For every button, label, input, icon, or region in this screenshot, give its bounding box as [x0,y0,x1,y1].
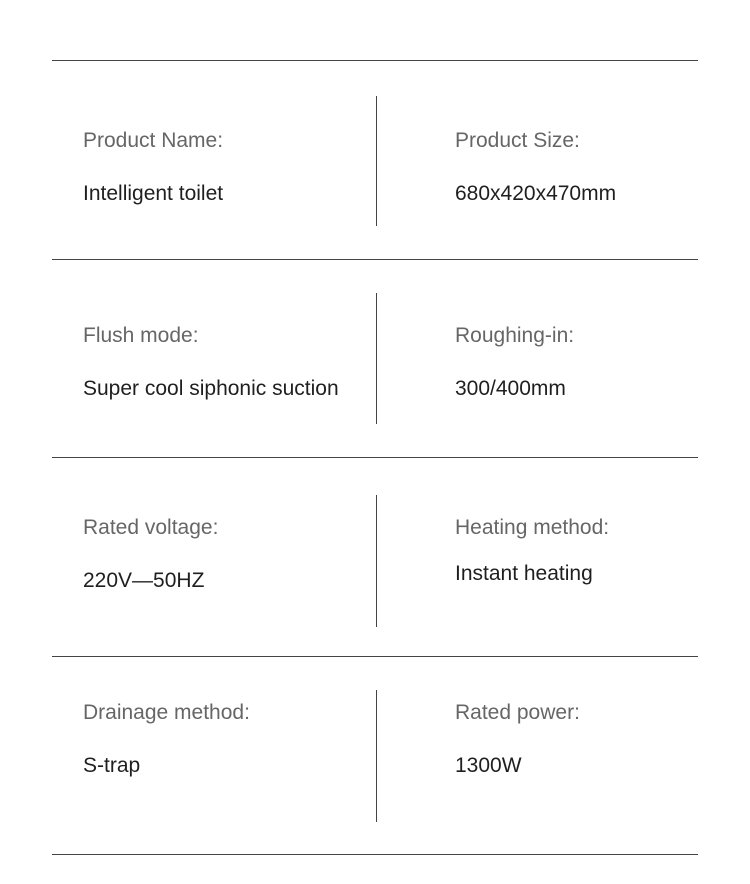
product-size-label: Product Size: [455,129,580,152]
heating-method-value: Instant heating [455,562,593,585]
divider-row-3 [52,656,698,657]
product-name-value: Intelligent toilet [83,182,224,205]
product-size-value: 680x420x470mm [455,182,617,205]
roughing-in-value: 300/400mm [455,377,566,400]
product-name-label: Product Name: [83,129,224,152]
rated-voltage-label: Rated voltage: [83,516,219,539]
rated-voltage-value: 220V—50HZ [83,569,205,592]
roughing-in-label: Roughing-in: [455,324,575,347]
divider-bottom [52,854,698,855]
column-divider-row-3 [376,495,377,627]
column-divider-row-1 [376,96,377,226]
drainage-method-value: S-trap [83,754,141,777]
drainage-method-label: Drainage method: [83,701,250,724]
flush-mode-value: Super cool siphonic suction [83,377,339,400]
divider-row-1 [52,259,698,260]
divider-row-2 [52,457,698,458]
column-divider-row-2 [376,293,377,424]
column-divider-row-4 [376,690,377,822]
rated-power-label: Rated power: [455,701,580,724]
heating-method-label: Heating method: [455,516,610,539]
divider-top [52,60,698,61]
rated-power-value: 1300W [455,754,522,777]
flush-mode-label: Flush mode: [83,324,199,347]
